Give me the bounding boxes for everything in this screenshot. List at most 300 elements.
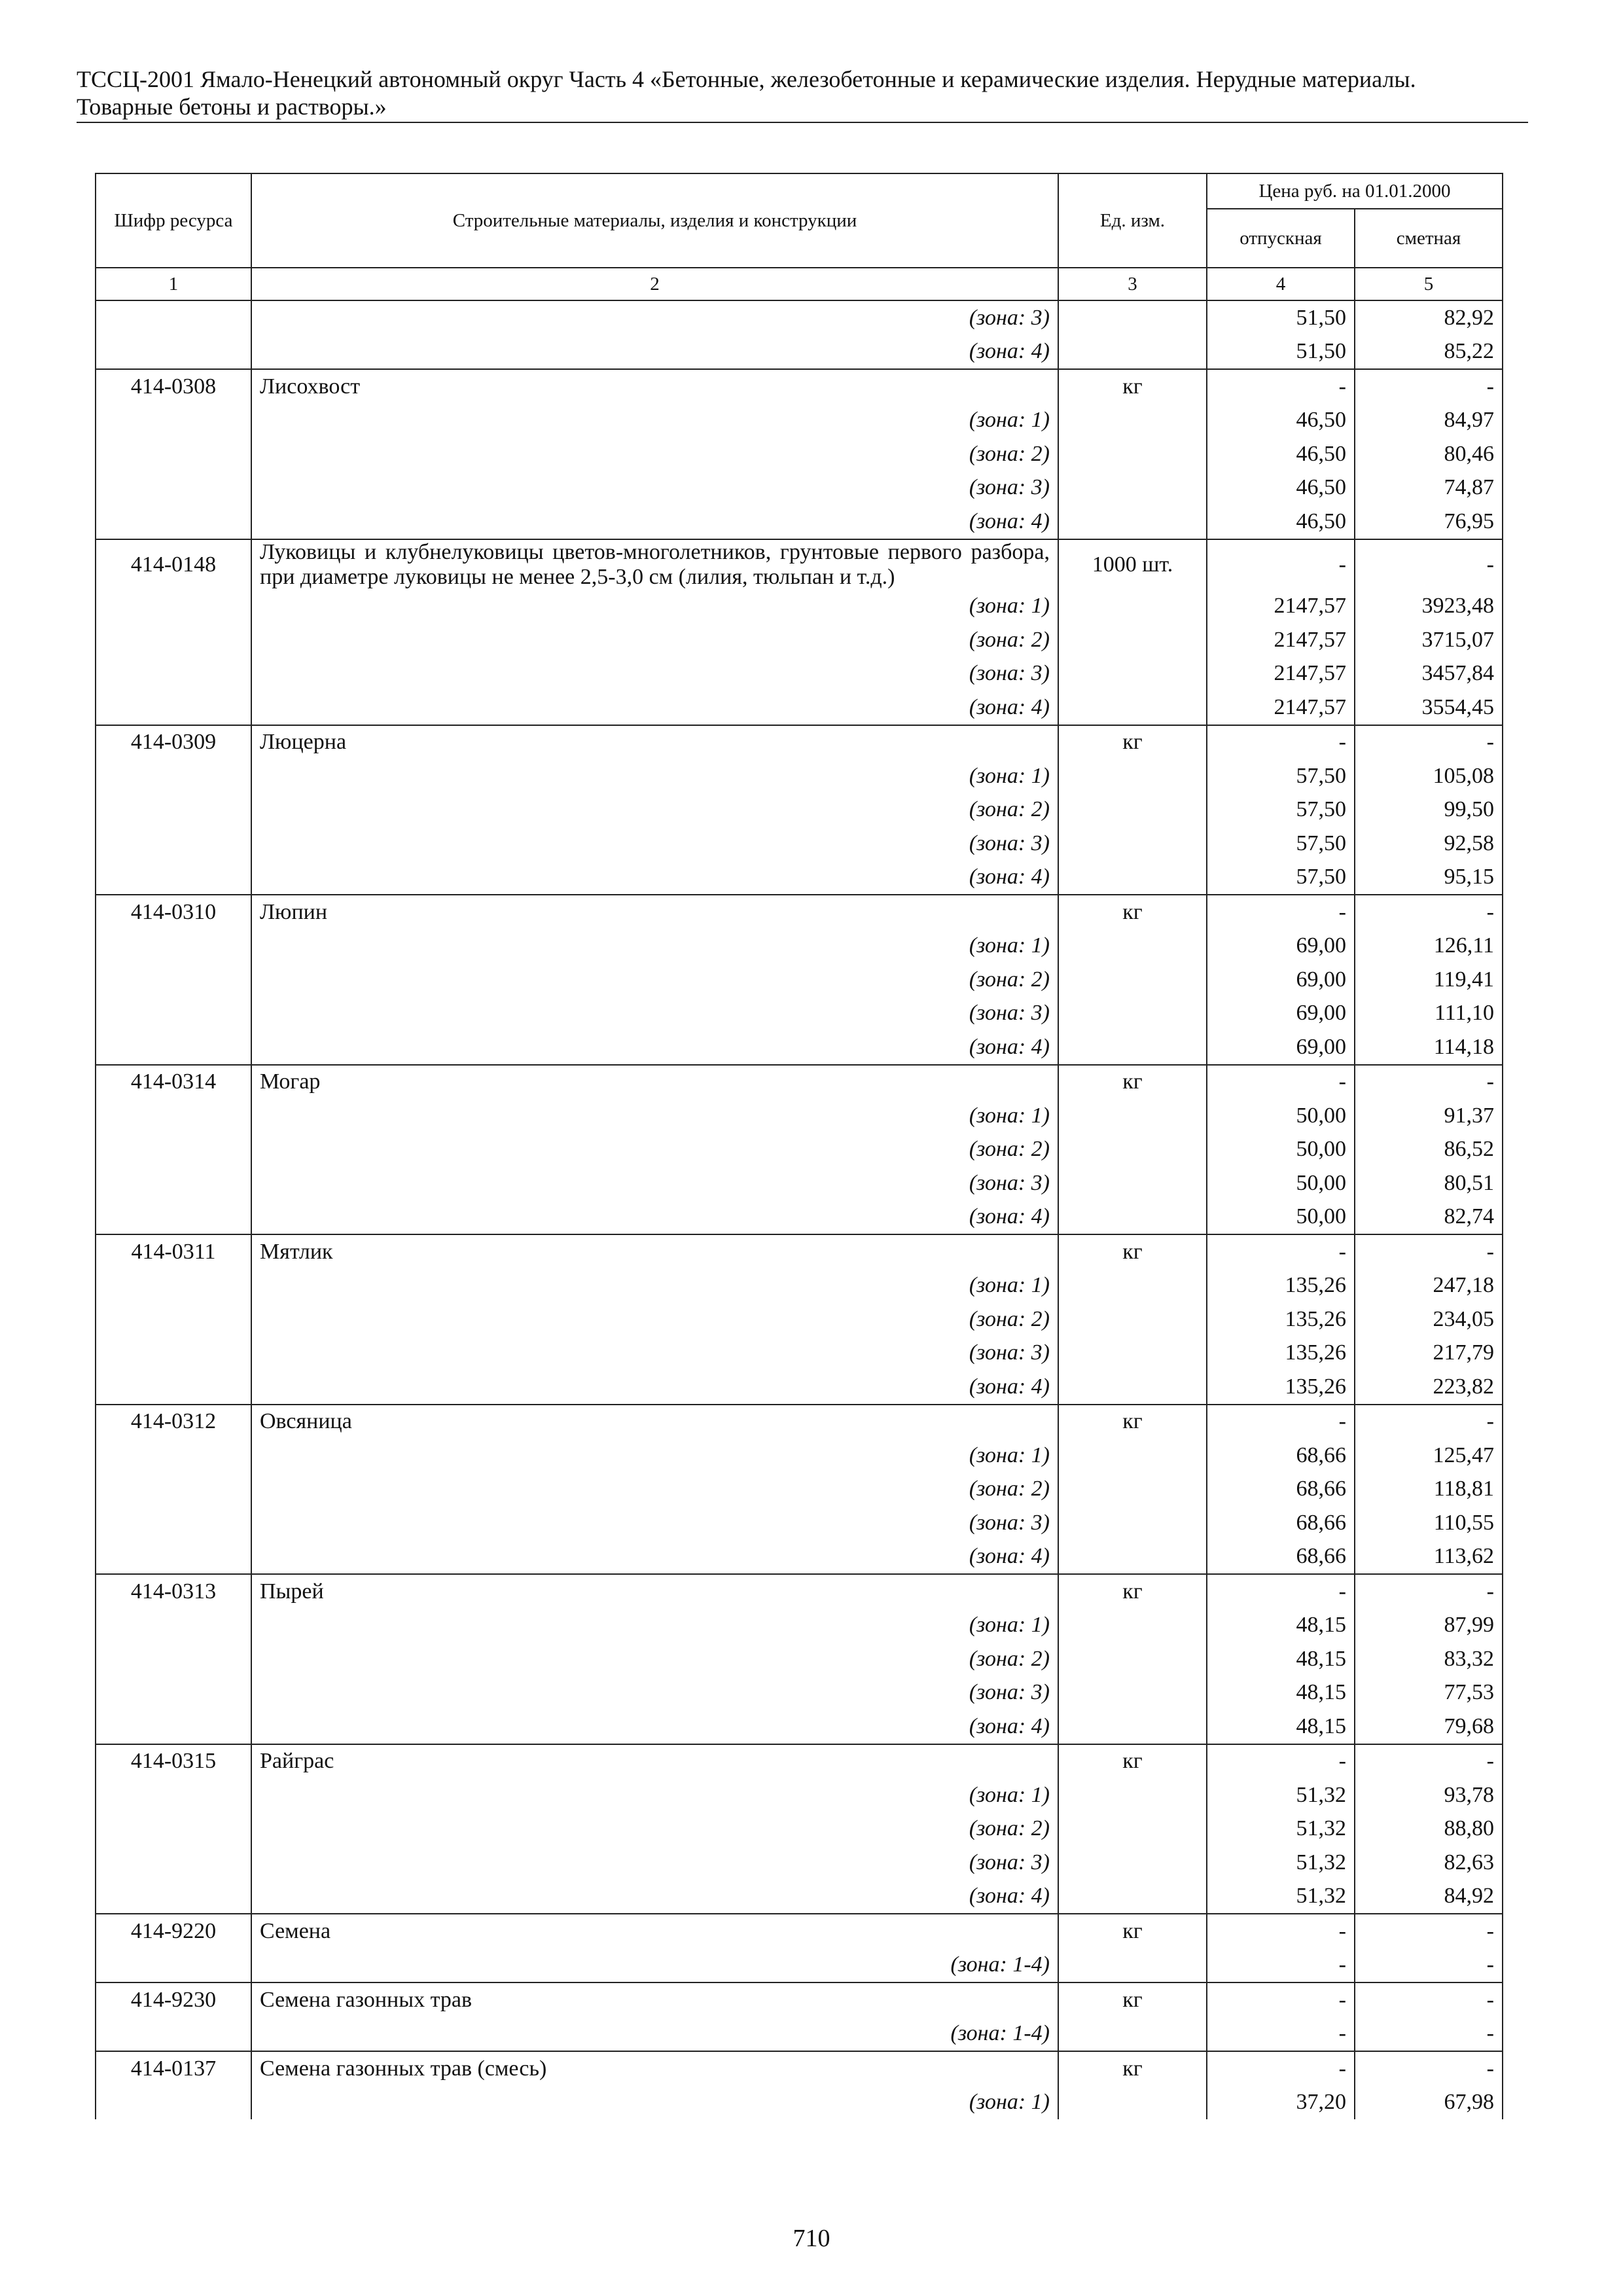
release-price: 48,15 bbox=[1207, 1710, 1355, 1744]
estimate-price: 111,10 bbox=[1355, 997, 1503, 1031]
resource-unit-empty bbox=[1058, 929, 1207, 963]
resource-unit: кг bbox=[1058, 1744, 1207, 1779]
release-price: 37,20 bbox=[1207, 2086, 1355, 2120]
resource-code-empty bbox=[96, 1880, 251, 1914]
estimate-price: - bbox=[1355, 1982, 1503, 2017]
zone-price-row bbox=[96, 1540, 1503, 1575]
resource-unit-empty bbox=[1058, 1302, 1207, 1336]
release-price: 2147,57 bbox=[1207, 691, 1355, 725]
zone-label: (зона: 2) bbox=[251, 1133, 1058, 1167]
release-price: 51,50 bbox=[1207, 335, 1355, 370]
zone-label: (зона: 4) bbox=[251, 1370, 1058, 1405]
table-header bbox=[96, 173, 1503, 300]
zone-price-row bbox=[96, 471, 1503, 505]
release-price: 135,26 bbox=[1207, 1269, 1355, 1303]
column-number-1: 1 bbox=[96, 268, 251, 300]
release-price: 46,50 bbox=[1207, 471, 1355, 505]
zone-label: (зона: 4) bbox=[251, 1880, 1058, 1914]
estimate-price: 84,97 bbox=[1355, 404, 1503, 438]
zone-price-row bbox=[96, 1200, 1503, 1235]
zone-price-row bbox=[96, 1778, 1503, 1812]
resource-unit: кг bbox=[1058, 725, 1207, 760]
zone-label: (зона: 4) bbox=[251, 505, 1058, 539]
zone-label: (зона: 4) bbox=[251, 861, 1058, 895]
resource-code: 414-9220 bbox=[96, 1914, 251, 1948]
resource-code-empty bbox=[96, 861, 251, 895]
release-price: 68,66 bbox=[1207, 1506, 1355, 1540]
release-price: - bbox=[1207, 1914, 1355, 1948]
estimate-price: - bbox=[1355, 2017, 1503, 2052]
zone-price-row bbox=[96, 793, 1503, 827]
release-price: 50,00 bbox=[1207, 1099, 1355, 1133]
zone-label: (зона: 2) bbox=[251, 963, 1058, 997]
resource-code-empty bbox=[96, 1473, 251, 1507]
resource-row bbox=[96, 1234, 1503, 1269]
zone-label: (зона: 4) bbox=[251, 1030, 1058, 1065]
release-price: 2147,57 bbox=[1207, 657, 1355, 691]
release-price: 69,00 bbox=[1207, 997, 1355, 1031]
zone-label: (зона: 2) bbox=[251, 1812, 1058, 1846]
estimate-price: 88,80 bbox=[1355, 1812, 1503, 1846]
zone-label: (зона: 2) bbox=[251, 1473, 1058, 1507]
column-header-price-group: Цена руб. на 01.01.2000 bbox=[1207, 173, 1503, 209]
release-price: 135,26 bbox=[1207, 1336, 1355, 1371]
table-body bbox=[96, 300, 1503, 2119]
zone-label: (зона: 2) bbox=[251, 793, 1058, 827]
resource-code-empty bbox=[96, 963, 251, 997]
header-line-2: Товарные бетоны и растворы.» bbox=[77, 94, 387, 120]
resource-name: Мятлик bbox=[251, 1234, 1058, 1269]
estimate-price: 95,15 bbox=[1355, 861, 1503, 895]
resource-name: Могар bbox=[251, 1065, 1058, 1100]
zone-label: (зона: 3) bbox=[251, 1846, 1058, 1880]
zone-price-row bbox=[96, 997, 1503, 1031]
resource-code-empty bbox=[96, 827, 251, 861]
resource-code-empty bbox=[96, 1609, 251, 1643]
estimate-price: - bbox=[1355, 1948, 1503, 1983]
release-price: 51,32 bbox=[1207, 1880, 1355, 1914]
zone-label: (зона: 3) bbox=[251, 827, 1058, 861]
resource-code-empty bbox=[96, 1336, 251, 1371]
zone-label: (зона: 3) bbox=[251, 300, 1058, 335]
zone-price-row bbox=[96, 929, 1503, 963]
zone-price-row bbox=[96, 2086, 1503, 2120]
resource-name: Лисохвост bbox=[251, 369, 1058, 404]
zone-price-row bbox=[96, 1133, 1503, 1167]
zone-price-row bbox=[96, 1336, 1503, 1371]
estimate-price: 83,32 bbox=[1355, 1642, 1503, 1676]
resource-code: 414-0312 bbox=[96, 1405, 251, 1439]
estimate-price: 76,95 bbox=[1355, 505, 1503, 539]
resource-unit-empty bbox=[1058, 1030, 1207, 1065]
release-price: 48,15 bbox=[1207, 1642, 1355, 1676]
release-price: 57,50 bbox=[1207, 759, 1355, 793]
zone-label: (зона: 1) bbox=[251, 759, 1058, 793]
resource-unit-empty bbox=[1058, 1642, 1207, 1676]
release-price: 50,00 bbox=[1207, 1133, 1355, 1167]
resource-row bbox=[96, 1405, 1503, 1439]
release-price: - bbox=[1207, 2051, 1355, 2086]
resource-code-empty bbox=[96, 1642, 251, 1676]
zone-price-row bbox=[96, 759, 1503, 793]
resource-code-empty bbox=[96, 2017, 251, 2052]
resource-unit-empty bbox=[1058, 590, 1207, 624]
release-price: - bbox=[1207, 1982, 1355, 2017]
resource-row bbox=[96, 2051, 1503, 2086]
release-price: - bbox=[1207, 539, 1355, 590]
zone-price-row bbox=[96, 1269, 1503, 1303]
resource-unit-empty bbox=[1058, 793, 1207, 827]
resource-unit-empty bbox=[1058, 1846, 1207, 1880]
zone-label: (зона: 3) bbox=[251, 1506, 1058, 1540]
estimate-price: 3457,84 bbox=[1355, 657, 1503, 691]
release-price: - bbox=[1207, 895, 1355, 929]
zone-price-row bbox=[96, 1642, 1503, 1676]
resource-unit-empty bbox=[1058, 1473, 1207, 1507]
resource-unit-empty bbox=[1058, 2017, 1207, 2052]
resource-code-empty bbox=[96, 1778, 251, 1812]
release-price: 51,32 bbox=[1207, 1846, 1355, 1880]
resource-unit-empty bbox=[1058, 861, 1207, 895]
zone-price-row bbox=[96, 1439, 1503, 1473]
release-price: 68,66 bbox=[1207, 1473, 1355, 1507]
resource-unit: кг bbox=[1058, 1982, 1207, 2017]
resource-code-empty bbox=[96, 1269, 251, 1303]
release-price: 2147,57 bbox=[1207, 590, 1355, 624]
zone-label: (зона: 2) bbox=[251, 1302, 1058, 1336]
estimate-price: - bbox=[1355, 1574, 1503, 1609]
zone-label: (зона: 3) bbox=[251, 657, 1058, 691]
zone-price-row bbox=[96, 300, 1503, 335]
release-price: 46,50 bbox=[1207, 404, 1355, 438]
estimate-price: 80,46 bbox=[1355, 437, 1503, 471]
resource-name: Луковицы и клубнелуковицы цветов-многолетников, грунтовые первого разбора, при диаметре луковицы не менее 2,5-3,0 см (лилия, тюльпан и т.д.) bbox=[251, 539, 1058, 590]
resource-code-empty bbox=[96, 1676, 251, 1710]
release-price: - bbox=[1207, 1065, 1355, 1100]
resource-name: Семена bbox=[251, 1914, 1058, 1948]
resource-code-empty bbox=[96, 1710, 251, 1744]
column-number-4: 4 bbox=[1207, 268, 1355, 300]
column-number-2: 2 bbox=[251, 268, 1058, 300]
resource-row bbox=[96, 369, 1503, 404]
resource-unit: кг bbox=[1058, 1574, 1207, 1609]
resource-row bbox=[96, 1065, 1503, 1100]
zone-price-row bbox=[96, 1166, 1503, 1200]
resource-unit-empty bbox=[1058, 1099, 1207, 1133]
resource-unit-empty bbox=[1058, 623, 1207, 657]
estimate-price: 86,52 bbox=[1355, 1133, 1503, 1167]
release-price: - bbox=[1207, 1574, 1355, 1609]
column-header-unit: Ед. изм. bbox=[1058, 173, 1207, 268]
resource-unit-empty bbox=[1058, 1506, 1207, 1540]
zone-price-row bbox=[96, 1099, 1503, 1133]
estimate-price: - bbox=[1355, 369, 1503, 404]
zone-price-row bbox=[96, 437, 1503, 471]
resource-code-empty bbox=[96, 471, 251, 505]
zone-price-row bbox=[96, 1676, 1503, 1710]
zone-label: (зона: 1) bbox=[251, 590, 1058, 624]
resource-unit: кг bbox=[1058, 1065, 1207, 1100]
resource-row bbox=[96, 1914, 1503, 1948]
resource-row bbox=[96, 895, 1503, 929]
resource-code-empty bbox=[96, 300, 251, 335]
resource-code-empty bbox=[96, 1540, 251, 1575]
resource-unit: 1000 шт. bbox=[1058, 539, 1207, 590]
release-price: - bbox=[1207, 2017, 1355, 2052]
resource-code: 414-0314 bbox=[96, 1065, 251, 1100]
zone-price-row bbox=[96, 691, 1503, 725]
estimate-price: 247,18 bbox=[1355, 1269, 1503, 1303]
release-price: - bbox=[1207, 725, 1355, 760]
zone-label: (зона: 4) bbox=[251, 1540, 1058, 1575]
resource-code-empty bbox=[96, 1846, 251, 1880]
resource-code-empty bbox=[96, 1302, 251, 1336]
resource-name: Люцерна bbox=[251, 725, 1058, 760]
price-table bbox=[95, 173, 1503, 2119]
zone-label: (зона: 2) bbox=[251, 437, 1058, 471]
zone-price-row bbox=[96, 657, 1503, 691]
release-price: - bbox=[1207, 1948, 1355, 1983]
zone-label: (зона: 1) bbox=[251, 1439, 1058, 1473]
resource-unit: кг bbox=[1058, 895, 1207, 929]
estimate-price: 79,68 bbox=[1355, 1710, 1503, 1744]
zone-price-row bbox=[96, 1812, 1503, 1846]
resource-unit: кг bbox=[1058, 2051, 1207, 2086]
resource-code: 414-0137 bbox=[96, 2051, 251, 2086]
estimate-price: 91,37 bbox=[1355, 1099, 1503, 1133]
resource-code-empty bbox=[96, 759, 251, 793]
column-header-name: Строительные материалы, изделия и конструкции bbox=[251, 173, 1058, 268]
estimate-price: 67,98 bbox=[1355, 2086, 1503, 2120]
zone-label: (зона: 4) bbox=[251, 1710, 1058, 1744]
resource-unit-empty bbox=[1058, 1778, 1207, 1812]
release-price: 135,26 bbox=[1207, 1370, 1355, 1405]
estimate-price: 113,62 bbox=[1355, 1540, 1503, 1575]
zone-price-row bbox=[96, 861, 1503, 895]
resource-code-empty bbox=[96, 793, 251, 827]
estimate-price: - bbox=[1355, 895, 1503, 929]
zone-price-row bbox=[96, 2017, 1503, 2052]
resource-unit-empty bbox=[1058, 1370, 1207, 1405]
estimate-price: - bbox=[1355, 725, 1503, 760]
resource-name: Овсяница bbox=[251, 1405, 1058, 1439]
resource-unit: кг bbox=[1058, 369, 1207, 404]
resource-code-empty bbox=[96, 657, 251, 691]
resource-name: Пырей bbox=[251, 1574, 1058, 1609]
estimate-price: 85,22 bbox=[1355, 335, 1503, 370]
resource-unit-empty bbox=[1058, 963, 1207, 997]
column-header-code: Шифр ресурса bbox=[96, 173, 251, 268]
resource-row bbox=[96, 1744, 1503, 1779]
zone-price-row bbox=[96, 1302, 1503, 1336]
release-price: 46,50 bbox=[1207, 437, 1355, 471]
estimate-price: 3715,07 bbox=[1355, 623, 1503, 657]
resource-code-empty bbox=[96, 590, 251, 624]
estimate-price: - bbox=[1355, 1234, 1503, 1269]
resource-row bbox=[96, 725, 1503, 760]
resource-code-empty bbox=[96, 2086, 251, 2120]
page-number: 710 bbox=[793, 2225, 830, 2252]
zone-label: (зона: 3) bbox=[251, 1166, 1058, 1200]
estimate-price: 82,74 bbox=[1355, 1200, 1503, 1235]
resource-code-empty bbox=[96, 437, 251, 471]
resource-name: Семена газонных трав bbox=[251, 1982, 1058, 2017]
zone-label: (зона: 1) bbox=[251, 1609, 1058, 1643]
release-price: 68,66 bbox=[1207, 1540, 1355, 1575]
zone-label: (зона: 4) bbox=[251, 1200, 1058, 1235]
release-price: - bbox=[1207, 1405, 1355, 1439]
estimate-price: 3923,48 bbox=[1355, 590, 1503, 624]
zone-price-row bbox=[96, 1948, 1503, 1983]
release-price: - bbox=[1207, 1744, 1355, 1779]
release-price: 48,15 bbox=[1207, 1676, 1355, 1710]
resource-code: 414-0315 bbox=[96, 1744, 251, 1779]
estimate-price: - bbox=[1355, 1065, 1503, 1100]
zone-price-row bbox=[96, 590, 1503, 624]
resource-code-empty bbox=[96, 691, 251, 725]
estimate-price: 126,11 bbox=[1355, 929, 1503, 963]
zone-label: (зона: 4) bbox=[251, 335, 1058, 370]
resource-unit-empty bbox=[1058, 404, 1207, 438]
resource-unit-empty bbox=[1058, 657, 1207, 691]
resource-unit-empty bbox=[1058, 759, 1207, 793]
resource-code-empty bbox=[96, 404, 251, 438]
resource-name: Райграс bbox=[251, 1744, 1058, 1779]
resource-unit-empty bbox=[1058, 335, 1207, 370]
zone-price-row bbox=[96, 335, 1503, 370]
resource-code-empty bbox=[96, 1370, 251, 1405]
resource-code-empty bbox=[96, 1812, 251, 1846]
estimate-price: 93,78 bbox=[1355, 1778, 1503, 1812]
column-header-estimate: сметная bbox=[1355, 209, 1503, 268]
release-price: 51,50 bbox=[1207, 300, 1355, 335]
resource-unit-empty bbox=[1058, 1609, 1207, 1643]
release-price: 57,50 bbox=[1207, 793, 1355, 827]
column-number-5: 5 bbox=[1355, 268, 1503, 300]
zone-label: (зона: 1) bbox=[251, 2086, 1058, 2120]
resource-code-empty bbox=[96, 1099, 251, 1133]
resource-unit-empty bbox=[1058, 1133, 1207, 1167]
resource-name: Семена газонных трав (смесь) bbox=[251, 2051, 1058, 2086]
resource-name: Люпин bbox=[251, 895, 1058, 929]
resource-code-empty bbox=[96, 1439, 251, 1473]
zone-label: (зона: 3) bbox=[251, 1336, 1058, 1371]
resource-unit-empty bbox=[1058, 1166, 1207, 1200]
resource-code-empty bbox=[96, 1030, 251, 1065]
release-price: 48,15 bbox=[1207, 1609, 1355, 1643]
resource-code-empty bbox=[96, 929, 251, 963]
release-price: 51,32 bbox=[1207, 1812, 1355, 1846]
estimate-price: 84,92 bbox=[1355, 1880, 1503, 1914]
resource-unit-empty bbox=[1058, 1948, 1207, 1983]
resource-unit-empty bbox=[1058, 505, 1207, 539]
release-price: 57,50 bbox=[1207, 861, 1355, 895]
resource-code: 414-0313 bbox=[96, 1574, 251, 1609]
zone-price-row bbox=[96, 1880, 1503, 1914]
estimate-price: 234,05 bbox=[1355, 1302, 1503, 1336]
resource-unit-empty bbox=[1058, 1812, 1207, 1846]
release-price: 69,00 bbox=[1207, 1030, 1355, 1065]
resource-unit-empty bbox=[1058, 1336, 1207, 1371]
resource-unit-empty bbox=[1058, 300, 1207, 335]
zone-label: (зона: 3) bbox=[251, 997, 1058, 1031]
zone-price-row bbox=[96, 1846, 1503, 1880]
release-price: - bbox=[1207, 1234, 1355, 1269]
resource-code: 414-0148 bbox=[96, 539, 251, 590]
estimate-price: - bbox=[1355, 2051, 1503, 2086]
resource-unit-empty bbox=[1058, 1200, 1207, 1235]
zone-label: (зона: 1) bbox=[251, 1269, 1058, 1303]
column-number-3: 3 bbox=[1058, 268, 1207, 300]
resource-unit-empty bbox=[1058, 471, 1207, 505]
zone-label: (зона: 1) bbox=[251, 1778, 1058, 1812]
zone-label: (зона: 1) bbox=[251, 1099, 1058, 1133]
estimate-price: 119,41 bbox=[1355, 963, 1503, 997]
resource-unit: кг bbox=[1058, 1405, 1207, 1439]
release-price: 50,00 bbox=[1207, 1200, 1355, 1235]
resource-row bbox=[96, 1982, 1503, 2017]
resource-unit-empty bbox=[1058, 691, 1207, 725]
resource-unit-empty bbox=[1058, 997, 1207, 1031]
estimate-price: 77,53 bbox=[1355, 1676, 1503, 1710]
resource-unit-empty bbox=[1058, 1439, 1207, 1473]
zone-label: (зона: 3) bbox=[251, 471, 1058, 505]
resource-code: 414-9230 bbox=[96, 1982, 251, 2017]
resource-unit-empty bbox=[1058, 1269, 1207, 1303]
zone-price-row bbox=[96, 827, 1503, 861]
zone-label: (зона: 1) bbox=[251, 929, 1058, 963]
resource-code-empty bbox=[96, 335, 251, 370]
release-price: 57,50 bbox=[1207, 827, 1355, 861]
resource-code-empty bbox=[96, 1133, 251, 1167]
release-price: 46,50 bbox=[1207, 505, 1355, 539]
estimate-price: 223,82 bbox=[1355, 1370, 1503, 1405]
zone-label: (зона: 3) bbox=[251, 1676, 1058, 1710]
estimate-price: - bbox=[1355, 1914, 1503, 1948]
estimate-price: 105,08 bbox=[1355, 759, 1503, 793]
zone-label: (зона: 1) bbox=[251, 404, 1058, 438]
estimate-price: 92,58 bbox=[1355, 827, 1503, 861]
estimate-price: 87,99 bbox=[1355, 1609, 1503, 1643]
resource-code-empty bbox=[96, 623, 251, 657]
header-line-1: ТССЦ-2001 Ямало-Ненецкий автономный округ Часть 4 «Бетонные, железобетонные и керамические изделия. Нерудные материалы. bbox=[77, 66, 1416, 92]
document-header bbox=[77, 65, 1523, 120]
resource-code-empty bbox=[96, 997, 251, 1031]
release-price: 2147,57 bbox=[1207, 623, 1355, 657]
estimate-price: 118,81 bbox=[1355, 1473, 1503, 1507]
resource-code-empty bbox=[96, 1166, 251, 1200]
resource-unit-empty bbox=[1058, 1676, 1207, 1710]
estimate-price: 217,79 bbox=[1355, 1336, 1503, 1371]
resource-code: 414-0308 bbox=[96, 369, 251, 404]
header-divider bbox=[77, 122, 1528, 123]
zone-price-row bbox=[96, 1710, 1503, 1744]
resource-unit-empty bbox=[1058, 827, 1207, 861]
zone-price-row bbox=[96, 963, 1503, 997]
estimate-price: - bbox=[1355, 1405, 1503, 1439]
resource-code: 414-0309 bbox=[96, 725, 251, 760]
resource-code-empty bbox=[96, 1200, 251, 1235]
zone-label: (зона: 2) bbox=[251, 623, 1058, 657]
release-price: 68,66 bbox=[1207, 1439, 1355, 1473]
estimate-price: 114,18 bbox=[1355, 1030, 1503, 1065]
zone-price-row bbox=[96, 623, 1503, 657]
zone-label: (зона: 1-4) bbox=[251, 2017, 1058, 2052]
estimate-price: - bbox=[1355, 1744, 1503, 1779]
zone-price-row bbox=[96, 1370, 1503, 1405]
zone-label: (зона: 1-4) bbox=[251, 1948, 1058, 1983]
release-price: 69,00 bbox=[1207, 929, 1355, 963]
